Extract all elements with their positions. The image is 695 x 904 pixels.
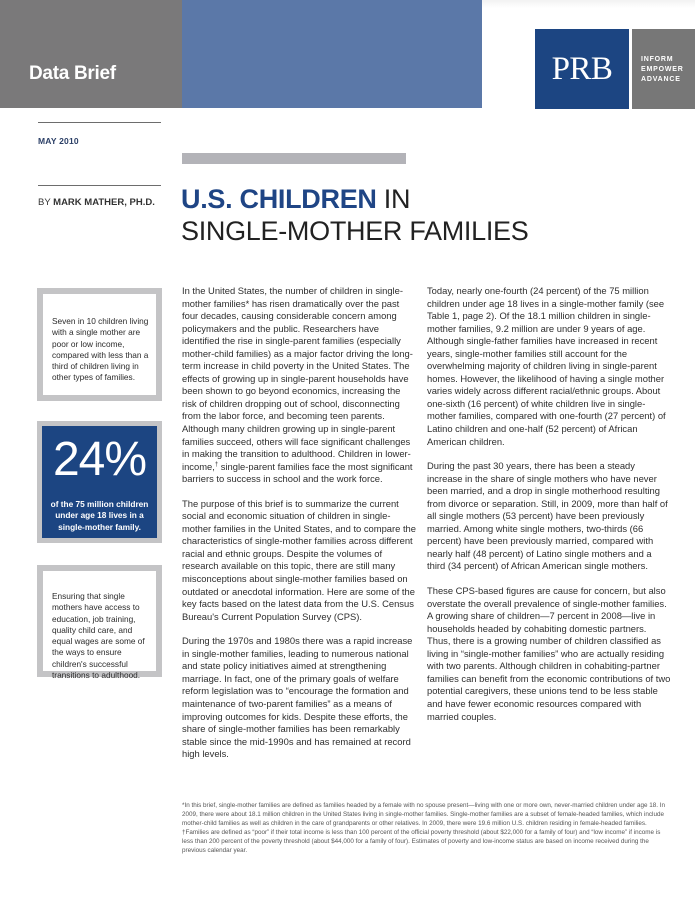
- header-gray-panel: [0, 0, 182, 108]
- title-line2: SINGLE-MOTHER FAMILIES: [181, 216, 529, 246]
- footnotes: [182, 801, 672, 855]
- stat-value: 24%: [52, 433, 147, 486]
- prb-logo: [535, 29, 629, 109]
- callout-text: Ensuring that single mothers have access to education, job training, quality child care, and equal wages are some of the ways to ensure children's successful transitions to adulthood.: [52, 591, 145, 681]
- page-title: [181, 183, 528, 247]
- header-fade: [482, 0, 695, 8]
- title-line1-rest: IN: [376, 184, 411, 214]
- stat-caption: of the 75 million children under age 18 lives in a single-mother family.: [50, 499, 149, 532]
- logo-mark: PRB: [551, 50, 613, 87]
- callout-text: Seven in 10 children living with a single mother are poor or low income, compared with less than a third of children living in other types of families.: [52, 316, 149, 383]
- text-run: single-parent families face the most significant barriers to success in school and the work force.: [182, 460, 413, 485]
- header-blue-panel: [182, 0, 482, 108]
- footnote-marker: †: [214, 461, 219, 468]
- paragraph: These CPS-based figures are cause for concern, but also overstate the overall prevalence of single-mother families. A growing share of children—7 percent in 2008—live in households headed by cohabiting domestic partners. Thus, there is a growing number of children classified as living in “single-mother families” who are actually residing with two parents. Although children in cohabiting-partner families can benefit from the economic contributions of two potential caregivers, these unions tend to be less stable and have fewer economic resources compared with married couples.: [427, 585, 671, 722]
- footnote-marker: *: [245, 297, 250, 309]
- logo-tagline-panel: [632, 29, 695, 109]
- logo-tagline: [641, 55, 684, 85]
- callout-box-solutions: [37, 565, 162, 681]
- footnote-1: *In this brief, single-mother families are defined as families headed by a female with no spouse present—living with one or more own, never-married children under age 18. In 2009, there were about 18.1 million children in the United States living in single-mother families. Single-mother families are a subset of female-headed families, which include mother-child families as well as children in the care of grandparents or other relatives. In 2009, there were 19.6 million U.S. children residing in female-headed families.: [182, 802, 666, 827]
- author-name: MARK MATHER, PH.D.: [53, 197, 155, 208]
- title-strong: U.S. CHILDREN: [181, 184, 377, 214]
- body-column-2: [427, 285, 672, 735]
- paragraph: Today, nearly one-fourth (24 percent) of the 75 million children under age 18 lives in a single-mother family (see Table 1, page 2). Of the 18.1 million children in single-mother families, 9.2 million are under 9 years of age. Although single-father families have increased in recent years, single-mother families still account for the overwhelming majority of children living in single-parent homes. However, the likelihood of having a single mother varies widely across different racial/ethnic groups. About one-sixth (16 percent) of white children live in single-mother families, compared with one-fourth (27 percent) of Latino children and one-half (52 percent) of African American children.: [427, 285, 666, 447]
- byline-prefix: BY: [38, 197, 51, 208]
- paragraph: [182, 285, 417, 486]
- text-run: In the United States, the number of children in single-mother families: [182, 285, 403, 309]
- text-run: has risen dramatically over the past four decades, causing considerable concern among policymakers and the public. Researchers have identified the rise in single-parent families (especially mother-child families) as a major factor driving the long-term increase in child poverty in the United States. The effects of growing up in single-parent households have been shown to go beyond economics, increasing the risk of children dropping out of school, disconnecting from the labor force, and becoming teen parents. Although many children growing up in single-parent families succeed, others will face significant challenges in making the transition to adulthood. Children in lower-income,: [182, 297, 413, 472]
- tagline-inform: INFORM: [641, 56, 674, 63]
- stat-panel: [42, 426, 157, 538]
- paragraph: The purpose of this brief is to summarize the current social and economic situation of children in single-mother families in the United States, and to compare the characteristics of single-mother families across different racial and ethnic groups. Despite the volumes of research available on this topic, there are still many misconceptions about single-mother families based on outdated or anecdotal information. Here are some of the key facts based on the latest data from the U.S. Census Bureau's Current Population Survey (CPS).: [182, 497, 416, 622]
- footnote-2: †Families are defined as “poor” if their total income is less than 100 percent of the official poverty threshold (about $22,000 for a family of four) and “low income” if income is less than 200 percent of the poverty threshold (about $44,000 for a family of four). Estimates of poverty and low-income status are based on income received during the previous calendar year.: [182, 829, 661, 854]
- stat-callout: [37, 421, 162, 543]
- series-label: Data Brief: [29, 63, 116, 84]
- paragraph: During the 1970s and 1980s there was a rapid increase in single-mother families, leading to numerous national and state policy initiatives aimed at strengthening marriage. In fact, one of the primary goals of welfare reform legislation was to “encourage the formation and maintenance of two-parent families” as a means of improving outcomes for kids. Despite these efforts, the share of single-mother families has been remarkably stable since the mid-1990s and has remained at record high levels.: [182, 635, 413, 760]
- title-accent-bar: [182, 153, 406, 164]
- divider-byline: [38, 185, 161, 186]
- divider-top: [38, 122, 161, 123]
- paragraph: During the past 30 years, there has been a steady increase in the share of single mothers who have never been married, and a drop in single motherhood resulting from divorce or separation. Still, in 2009, more than half of all single mothers (53 percent) have been previously married. Among white single mothers, two-thirds (66 percent) have been previously married, compared with nearly half (48 percent) of Latino single mothers and a third (34 percent) of African American single mothers.: [427, 460, 668, 572]
- body-column-1: [182, 285, 417, 773]
- tagline-advance: ADVANCE: [641, 76, 681, 83]
- byline: [38, 197, 155, 208]
- publication-date: MAY 2010: [38, 136, 79, 146]
- callout-box-poverty: [37, 288, 162, 401]
- tagline-empower: EMPOWER: [641, 66, 684, 73]
